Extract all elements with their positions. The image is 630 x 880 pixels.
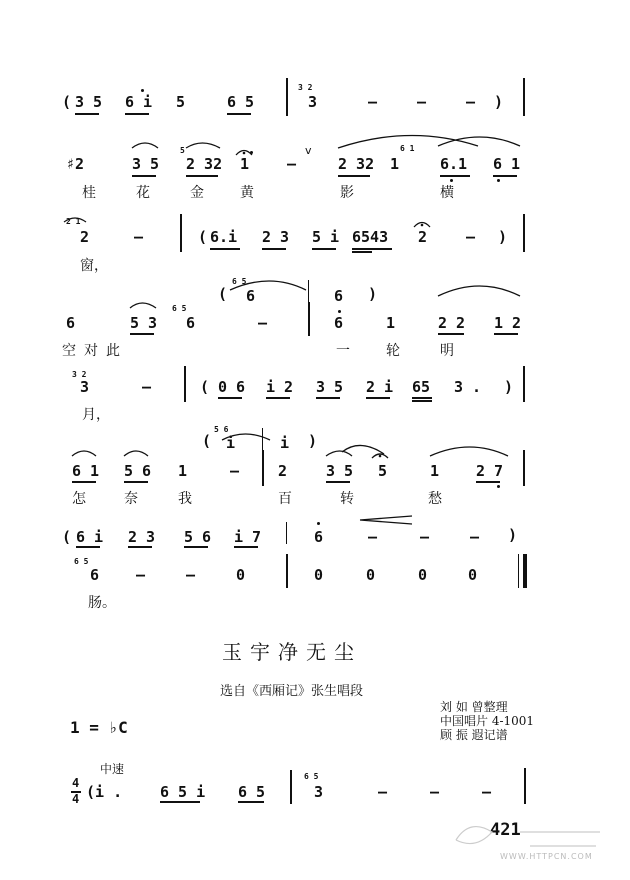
note: i	[226, 434, 236, 452]
slur	[72, 451, 96, 456]
note-paren-close: )	[308, 432, 318, 450]
slur	[130, 303, 156, 308]
note: 6	[334, 287, 344, 305]
dash: –	[378, 783, 388, 801]
dash: –	[466, 93, 476, 111]
note-paren-close: )	[498, 228, 508, 246]
dash: –	[230, 462, 240, 480]
dash: –	[136, 566, 146, 584]
note-group: 6 5	[227, 93, 255, 111]
dash: –	[258, 314, 268, 332]
dash: –	[368, 93, 378, 111]
page-number: 421	[490, 820, 521, 840]
note-paren-close: )	[504, 378, 514, 396]
grace-notes: 5 6	[214, 425, 229, 434]
note: 1	[178, 462, 188, 480]
note: 1	[390, 155, 400, 173]
lyric: 对	[84, 343, 98, 359]
slur	[64, 218, 86, 222]
lyric: 影	[340, 185, 354, 201]
note-group: 0 6	[218, 378, 246, 396]
fermata-dot	[421, 224, 424, 227]
note: 3	[314, 783, 324, 801]
dash: –	[186, 566, 196, 584]
note-group: 1 2	[494, 314, 522, 332]
lyric: 桂	[82, 185, 96, 201]
lyric: 空	[62, 343, 76, 359]
rest: 0	[366, 566, 376, 584]
breath-mark: v	[305, 144, 312, 157]
key-signature: 1 = ♭C	[70, 718, 128, 737]
note: ♯2	[66, 155, 85, 173]
dash: –	[417, 93, 427, 111]
note: 5	[176, 93, 186, 111]
lyric: 怎	[72, 491, 86, 507]
slur	[430, 447, 508, 456]
dash: –	[142, 378, 152, 396]
crescendo-mark	[360, 516, 412, 524]
lyric: 花	[136, 185, 150, 201]
dash: –	[287, 155, 297, 173]
grace-notes: 6 5	[304, 772, 319, 781]
note: 3 .	[454, 378, 482, 396]
song-title: 玉宇净无尘	[222, 640, 362, 664]
rest: 0	[236, 566, 246, 584]
note-group: 6 i	[125, 93, 153, 111]
grace-notes: 6 1	[400, 144, 415, 153]
rest: 0	[468, 566, 478, 584]
slur	[222, 434, 270, 440]
lyric: 转	[340, 491, 354, 507]
dash: –	[134, 228, 144, 246]
note: 3	[80, 378, 90, 396]
credit-line: 刘 如 曾整理	[440, 700, 508, 714]
note-group: 2 3	[262, 228, 290, 246]
note: 2	[80, 228, 90, 246]
note: 6	[186, 314, 196, 332]
watermark: WWW.HTTPCN.COM	[500, 852, 593, 861]
grace-notes: 3 2	[298, 83, 313, 92]
note-group: 6 5	[238, 783, 266, 801]
grace-notes: 3 2	[72, 370, 87, 379]
lyric: 奈	[124, 491, 138, 507]
note-paren-close: )	[494, 93, 504, 111]
note: 6	[246, 287, 256, 305]
grace-notes: 6 5	[232, 277, 247, 286]
note-group: 5 3	[130, 314, 158, 332]
note: 6	[66, 314, 76, 332]
note-group: 3 5	[316, 378, 344, 396]
grace-notes: 6 5	[74, 557, 89, 566]
slur	[338, 135, 478, 148]
dash: –	[430, 783, 440, 801]
rest: 0	[314, 566, 324, 584]
note-paren-open: (	[62, 528, 72, 546]
note-group: 65	[412, 378, 431, 396]
note: 5	[378, 462, 388, 480]
tempo-marking: 中速	[100, 762, 125, 776]
dash: –	[482, 783, 492, 801]
note-group: 5 6	[184, 528, 212, 546]
fermata-dot	[243, 152, 246, 155]
note: 1	[386, 314, 396, 332]
credit-line: 顾 振 遐记谱	[440, 728, 508, 742]
note-paren-close: )	[368, 285, 378, 303]
note-group: 2 32	[186, 155, 223, 173]
note: 6	[90, 566, 100, 584]
lyric: 百	[278, 491, 292, 507]
lyric: 明	[440, 343, 454, 359]
note-group: i 7	[234, 528, 262, 546]
lyric: 愁	[428, 491, 442, 507]
note: 2	[278, 462, 288, 480]
note-group: 6.i	[210, 228, 238, 246]
note-group: 3 5	[326, 462, 354, 480]
slur	[326, 451, 352, 456]
note-paren-open: (	[198, 228, 208, 246]
time-signature-bottom: 4	[72, 792, 80, 806]
note: 1	[430, 462, 440, 480]
lyric: 轮	[386, 343, 400, 359]
dash: –	[470, 528, 480, 546]
note-paren-open: (	[62, 93, 72, 111]
lyric: 肠。	[88, 595, 116, 611]
note-group: 5 i	[312, 228, 340, 246]
note-group: 2 7	[476, 462, 504, 480]
note-group: 2 2	[438, 314, 466, 332]
lyric: 月，	[82, 407, 110, 423]
note-group: i 2	[266, 378, 294, 396]
note: 3	[308, 93, 318, 111]
note-paren-open: (	[200, 378, 210, 396]
note: 6	[334, 314, 344, 332]
note-group: 6 1	[72, 462, 100, 480]
slur	[124, 451, 148, 456]
note-group: 2 3	[128, 528, 156, 546]
dash: –	[420, 528, 430, 546]
note-group: 6 1	[493, 155, 521, 173]
note-group: 6.1	[440, 155, 468, 173]
watermark-logo	[456, 827, 600, 846]
slur	[186, 143, 220, 148]
grace-notes: 5	[180, 146, 185, 155]
note-group: 6543	[352, 228, 389, 246]
lyric: 窗，	[80, 258, 108, 274]
lyric: 横	[440, 185, 454, 201]
note-group: 5 6	[124, 462, 152, 480]
grace-notes: 6 5	[172, 304, 187, 313]
lyric: 一	[336, 343, 350, 359]
time-signature-top: 4	[72, 776, 80, 790]
note-paren-open: (	[202, 432, 212, 450]
song-subtitle: 选自《西厢记》张生唱段	[220, 684, 364, 699]
note: 1	[240, 155, 250, 173]
note-group: 6 5 i	[160, 783, 206, 801]
note: 2	[418, 228, 428, 246]
note-group: 2 32	[338, 155, 375, 173]
lyric: 黄	[240, 185, 254, 201]
note-group: (i .	[86, 783, 123, 801]
grace-notes: 2 1	[66, 217, 81, 226]
slur	[230, 281, 306, 290]
lyric: 此	[106, 343, 120, 359]
dash: –	[368, 528, 378, 546]
credit-line: 中国唱片 4-1001	[440, 714, 535, 728]
note: i	[280, 434, 290, 452]
rest: 0	[418, 566, 428, 584]
note: 6	[314, 528, 324, 546]
note-group: 3 5	[132, 155, 160, 173]
lyric: 金	[190, 185, 204, 201]
note-paren-open: (	[218, 285, 228, 303]
slur	[132, 143, 158, 148]
note-group: 3 5	[75, 93, 103, 111]
note-group: 6 i	[76, 528, 104, 546]
slur	[438, 286, 520, 296]
lyric: 我	[178, 491, 192, 507]
dash: –	[466, 228, 476, 246]
fermata-dot	[379, 455, 382, 458]
note-group: 2 i	[366, 378, 394, 396]
note-paren-close: )	[508, 526, 518, 544]
